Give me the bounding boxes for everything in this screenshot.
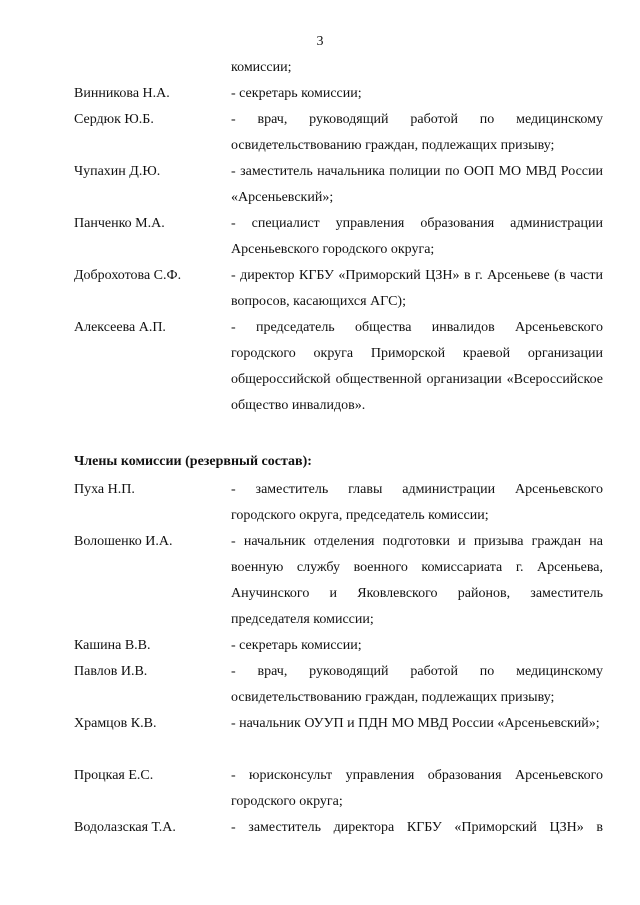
member-name: Кашина В.В. <box>74 638 151 653</box>
member-role: - юрисконсульт управления образования Арсеньевского городского округа; <box>231 768 603 809</box>
member-role: - начальник ОУУП и ПДН МО МВД России «Арсеньевский»; <box>231 716 600 731</box>
member-role: - заместитель главы администрации Арсеньевского городского округа, председатель комиссии; <box>231 482 603 523</box>
member-name: Винникова Н.А. <box>74 86 170 101</box>
member-role: - директор КГБУ «Приморский ЦЗН» в г. Арсеньеве (в части вопросов, касающихся АГС); <box>231 268 603 309</box>
member-name: Доброхотова С.Ф. <box>74 268 182 283</box>
member-name: Храмцов К.В. <box>74 716 157 731</box>
member-role: - секретарь комиссии; <box>231 638 362 653</box>
continuation-text: комиссии; <box>231 60 292 75</box>
member-name: Чупахин Д.Ю. <box>74 164 161 179</box>
member-name: Павлов И.В. <box>74 664 148 679</box>
member-name: Волошенко И.А. <box>74 534 173 549</box>
member-name: Алексеева А.П. <box>74 320 166 335</box>
member-role: - секретарь комиссии; <box>231 86 362 101</box>
member-role: - председатель общества инвалидов Арсеньевского городского округа Приморской краевой организации общероссийской общественной организации «Всероссийское общество инвалидов». <box>231 320 603 413</box>
member-name: Процкая Е.С. <box>74 768 154 783</box>
reserve-section-heading: Члены комиссии (резервный состав): <box>74 454 312 469</box>
member-name: Водолазская Т.А. <box>74 820 176 835</box>
member-role: - врач, руководящий работой по медицинскому освидетельствованию граждан, подлежащих призыву; <box>231 112 603 153</box>
member-name: Панченко М.А. <box>74 216 165 231</box>
member-name: Пуха Н.П. <box>74 482 135 497</box>
member-role: - специалист управления образования администрации Арсеньевского городского округа; <box>231 216 603 257</box>
member-role: - начальник отделения подготовки и призыва граждан на военную службу военного комиссариата г. Арсеньева, Анучинского и Яковлевского районов, заместитель председателя комиссии; <box>231 534 603 627</box>
member-role: - врач, руководящий работой по медицинскому освидетельствованию граждан, подлежащих призыву; <box>231 664 603 705</box>
member-name: Сердюк Ю.Б. <box>74 112 154 127</box>
member-role: - заместитель начальника полиции по ООП МО МВД России «Арсеньевский»; <box>231 164 603 205</box>
member-role: - заместитель директора КГБУ «Приморский ЦЗН» в <box>231 820 603 835</box>
page-number: 3 <box>316 34 324 49</box>
